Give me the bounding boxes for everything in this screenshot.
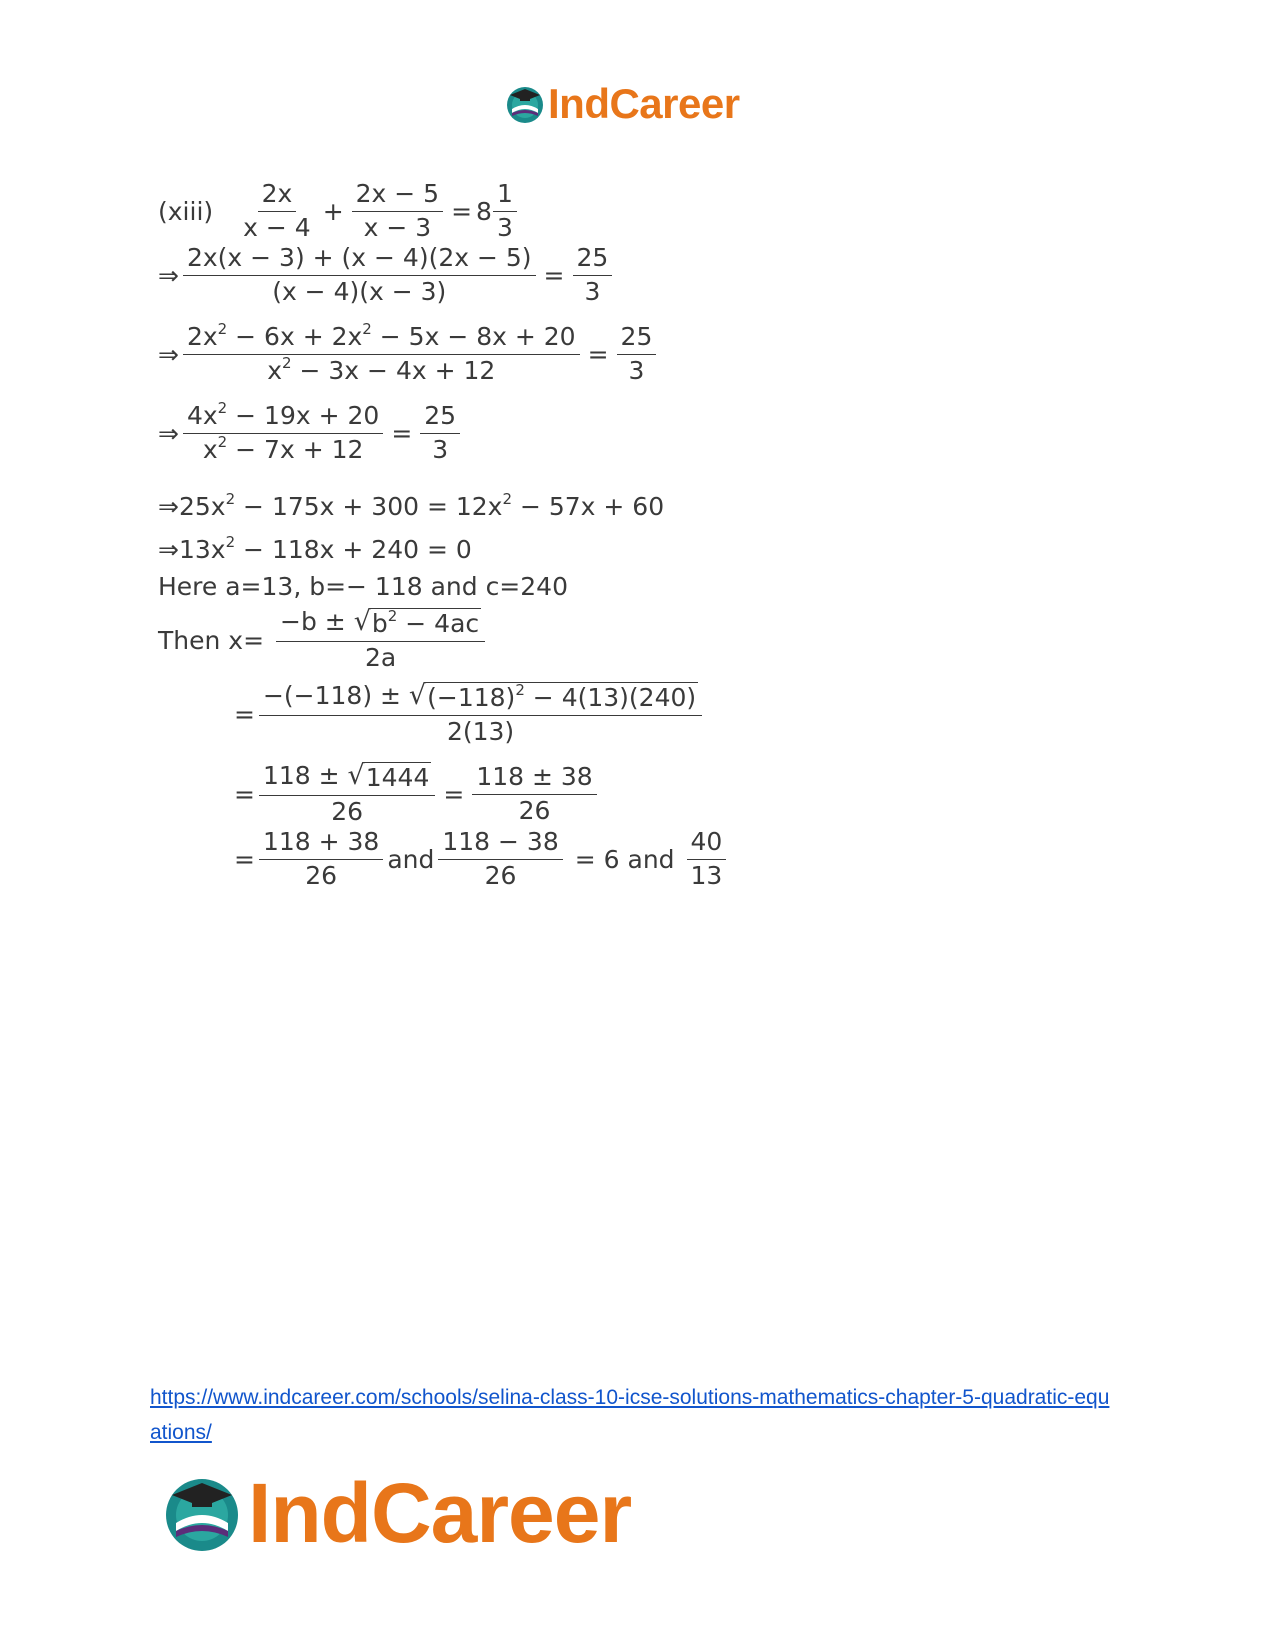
logo-text: IndCareer (548, 80, 740, 127)
numerator: 118 + 38 (259, 828, 383, 860)
denominator: 3 (432, 434, 449, 464)
operator: = (234, 779, 255, 809)
denominator: 26 (331, 797, 364, 826)
operator: = (451, 196, 473, 226)
denominator: 26 (484, 860, 517, 890)
graduation-cap-book-icon (160, 1471, 244, 1555)
numerator: 25 (617, 323, 657, 355)
equation-line-5 (158, 492, 664, 521)
expression: $13x^2 - 118x + 240 = 0$ (178, 533, 472, 564)
fraction (352, 180, 443, 243)
substitution-line (234, 682, 706, 747)
expression: $25x^2 - 175x + 300 = 12x^2 - 57x + 60$ (178, 490, 665, 521)
fraction (183, 244, 536, 307)
denominator: x − 3 (363, 212, 432, 242)
operator: = (587, 339, 609, 369)
numerator: 118 − 38 (438, 828, 562, 860)
fraction (183, 320, 580, 386)
square-root: √ $b^2 - 4ac$ (353, 606, 480, 638)
operator: = (443, 779, 465, 809)
equation-line-4 (158, 399, 464, 465)
quadratic-formula-line (158, 608, 489, 673)
text: = 6 and (574, 844, 675, 874)
fraction (183, 399, 383, 465)
fraction (493, 180, 517, 243)
denominator: $x^2 - 7x + 12$ (202, 432, 364, 464)
denominator: 2(13) (446, 717, 515, 746)
operator: = (234, 699, 255, 729)
denominator: x − 4 (243, 212, 311, 242)
text: Then x= (158, 625, 265, 655)
equation-line-2 (158, 244, 616, 307)
operator: = (391, 418, 413, 448)
header-logo (504, 80, 740, 128)
numerator: 2x − 5 (352, 180, 443, 212)
implies-arrow: ⇒ (158, 492, 179, 521)
fraction (276, 608, 485, 673)
numerator: 1 (493, 180, 517, 212)
logo-text: IndCareer (248, 1465, 632, 1560)
mixed-number (476, 180, 521, 243)
denominator: 2a (364, 643, 397, 672)
fraction (239, 180, 315, 243)
fraction (573, 244, 613, 307)
fraction (472, 763, 596, 826)
graduation-cap-book-icon (504, 83, 546, 125)
numerator: $2x^2 - 6x + 2x^2 - 5x - 8x + 20$ (183, 323, 580, 355)
denominator: (x − 4)(x − 3) (272, 276, 447, 306)
source-link[interactable]: https://www.indcareer.com/schools/selina-class-10-icse-solutions-mathematics-chapter-5-quadratic-equations/ (150, 1386, 1110, 1444)
fraction (687, 828, 727, 891)
denominator: 26 (518, 795, 551, 825)
numerator: 118 ± √ 1444 (259, 762, 435, 796)
operator: = (543, 260, 565, 290)
text: and (387, 844, 435, 874)
fraction (259, 682, 702, 747)
numerator: 2x(x − 3) + (x − 4)(2x − 5) (183, 244, 536, 276)
part-label: (xiii) (158, 196, 214, 226)
numerator: −b ± √ $b^2 - 4ac$ (276, 608, 485, 642)
numerator: 25 (420, 402, 460, 434)
footer-logo (160, 1465, 632, 1560)
fraction (259, 762, 435, 827)
denominator: 26 (305, 860, 338, 890)
denominator: 3 (496, 212, 513, 242)
operator: + (322, 196, 344, 226)
square-root: √ 1444 (347, 760, 430, 792)
fraction (420, 402, 460, 465)
operator: = (234, 844, 255, 874)
numerator: −(−118) ± √ $(-118)^2 - 4(13)(240)$ (259, 682, 702, 716)
denominator: 3 (584, 276, 601, 306)
implies-arrow: ⇒ (158, 535, 179, 564)
implies-arrow: ⇒ (158, 418, 179, 448)
equation-line-6 (158, 535, 472, 564)
implies-arrow: ⇒ (158, 260, 179, 290)
coefficients-text: Here a=13, b=− 118 and c=240 (158, 572, 568, 601)
numerator: 40 (687, 828, 727, 860)
square-root: √ $(-118)^2 - 4(13)(240)$ (408, 680, 697, 712)
fraction (617, 323, 657, 386)
denominator: 3 (628, 355, 645, 385)
numerator: 118 ± 38 (472, 763, 596, 795)
numerator: 2x (258, 180, 297, 212)
whole-part: 8 (476, 196, 492, 226)
numerator: $4x^2 - 19x + 20$ (183, 402, 383, 434)
equation-line-1 (158, 180, 521, 243)
fraction (438, 828, 562, 891)
equation-line-3 (158, 320, 660, 386)
fraction (259, 828, 383, 891)
denominator: 13 (690, 860, 723, 890)
simplify-line (234, 762, 601, 827)
roots-line (234, 828, 730, 891)
implies-arrow: ⇒ (158, 339, 179, 369)
numerator: 25 (573, 244, 613, 276)
denominator: $x^2 - 3x - 4x + 12$ (267, 353, 496, 385)
